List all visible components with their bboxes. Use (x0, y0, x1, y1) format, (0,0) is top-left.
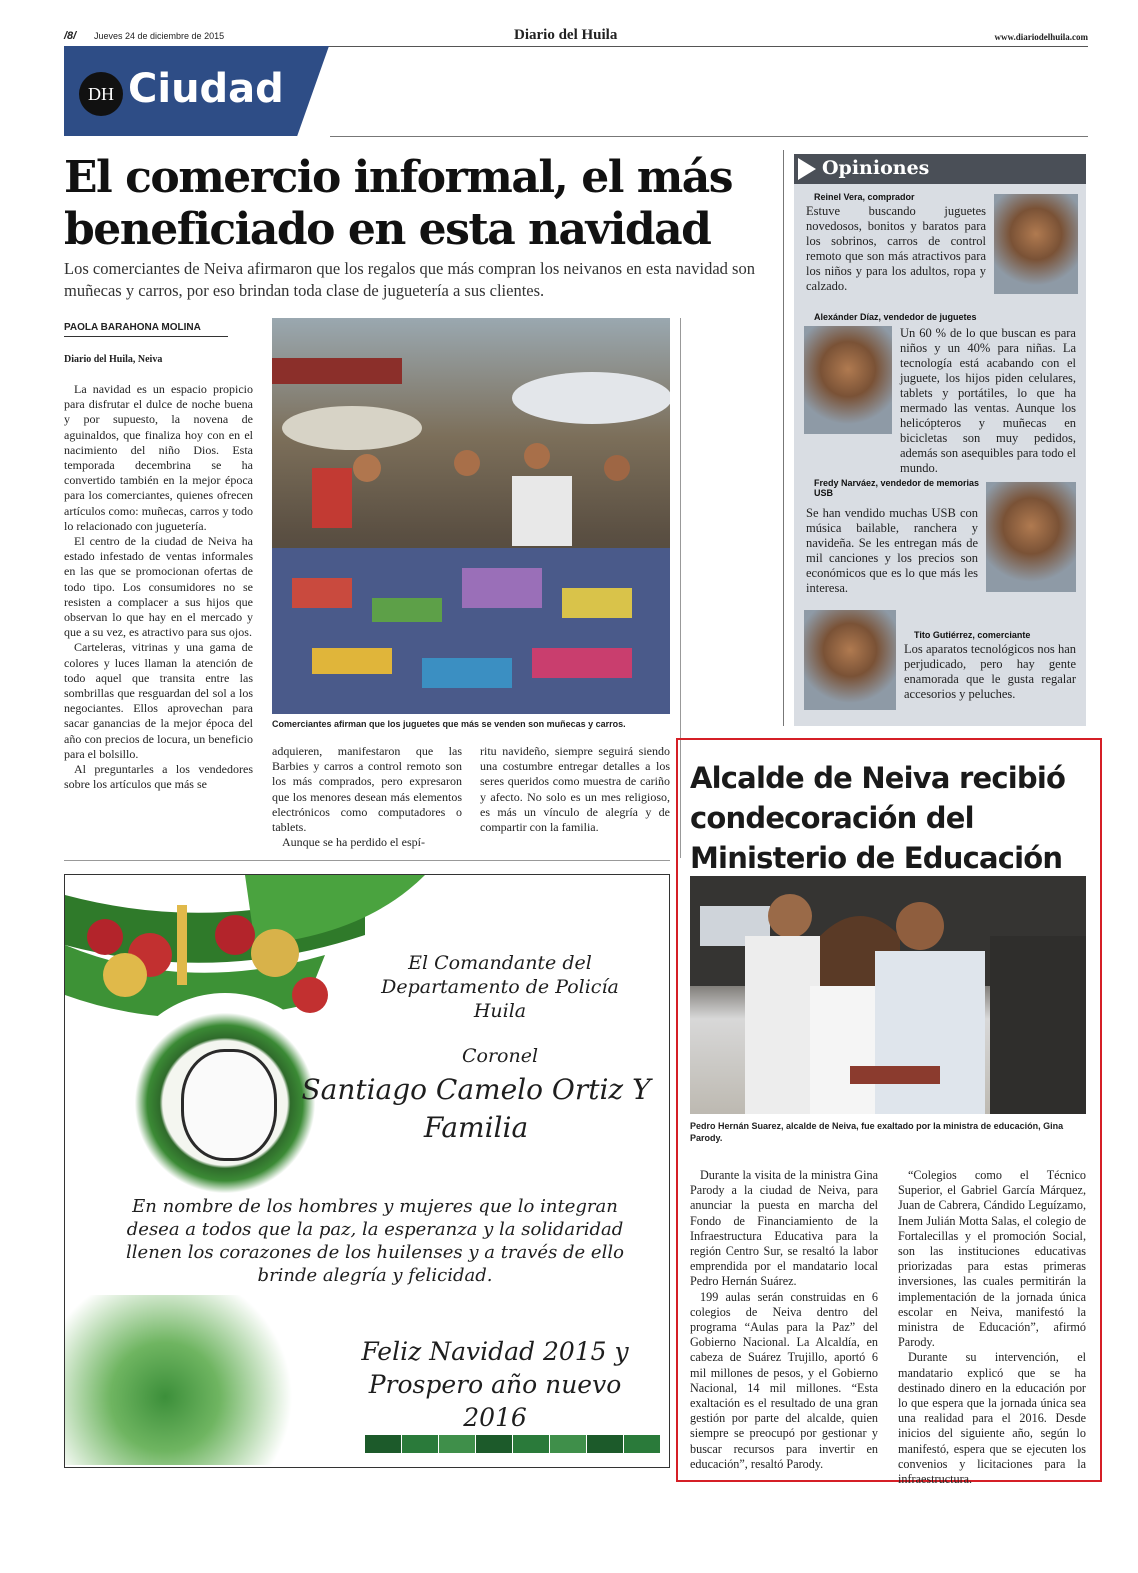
paragraph: La navidad es un espacio propicio para disfrutar el dulce de noche buena y por supuesto, la novena de aguinaldos, que finaliza hoy con en el nacimiento del niño Dios. Esta temporada decembrina se ha convertido también en la mejor época para los comerciantes, quienes ofrecen artículos como: muñecas, carros y todo lo relacionado con juguetería. (64, 382, 253, 533)
bar-segment (513, 1435, 549, 1453)
opinions-header (794, 154, 1086, 184)
opinion-name: Reinel Vera, comprador (814, 192, 915, 202)
gift-boxes-image (65, 1295, 315, 1465)
bar-segment (624, 1435, 660, 1453)
section-divider (330, 136, 1088, 137)
issue-date: Jueves 24 de diciembre de 2015 (94, 31, 225, 41)
opinion-name: Alexánder Díaz, vendedor de juguetes (814, 312, 977, 322)
newspaper-url[interactable]: www.diariodelhuila.com (994, 32, 1088, 42)
byline: PAOLA BARAHONA MOLINA (64, 322, 228, 337)
photo-caption: Comerciantes afirman que los juguetes que más se venden son muñecas y carros. (272, 719, 626, 729)
coat-of-arms-icon (181, 1049, 277, 1161)
market-photo (272, 318, 670, 714)
main-dek: Los comerciantes de Neiva afirmaron que los regalos que más compran los neivanos en esta navidad son muñecas y carros, por eso brindan toda clase de juguetería a sus clientes. (64, 259, 755, 300)
section-title: Ciudad (128, 66, 284, 112)
opinion-text: Se han vendido muchas USB con música bailable, ranchera y navideña. Se les entregan más de mil canciones y los precios son económicos que es lo que más les interesa. (806, 506, 978, 595)
placeline: Diario del Huila, Neiva (64, 354, 163, 365)
dh-logo-icon: DH (79, 72, 123, 116)
arrow-icon (798, 158, 816, 180)
bar-segment (587, 1435, 623, 1453)
reinel-vera-photo (994, 194, 1078, 294)
main-headline: El comercio informal, el más beneficiado en esta navidad (64, 152, 733, 255)
main-article-col3 (480, 744, 670, 835)
paragraph: El centro de la ciudad de Neiva ha estado infestado de ventas informales en las que se promocionan ofertas de todo tipo. Los consumidores no se resisten a complacer a sus hijos que observan lo que hay en el mercado y que a su vez, es atractivo para sus ojos. (64, 534, 253, 640)
second-article-col2 (898, 1168, 1086, 1487)
opinion-text: Un 60 % de lo que buscan es para niños y un 40% para niñas. La tecnología está acabando con el juguete, los hijos piden celulares, tablets y portátiles, lo que ha mermado las ventas. Aunque los helicópteros y muñecas en bicicletas son muy pedidos, además son asequibles para todo el mundo. (900, 326, 1076, 475)
fredy-narvaez-photo (986, 482, 1076, 592)
paragraph: Durante su intervención, el mandatario explicó que se ha destinado dinero en la educación por lo que espera que la jornada única sea una realidad para el 2016. Desde inicios del siguiente año, según lo manifestó, espera que se ejecuten los convenios y licitaciones para la infraestructura. (898, 1350, 1086, 1487)
opinion-name: Tito Gutiérrez, comerciante (914, 630, 1031, 640)
paragraph: adquieren, manifestaron que las Barbies y carros a control remoto son los más comprados, pero expresaron que los menores desean más elementos electrónicos como computadores o tablets. (272, 744, 462, 835)
page-number: /8/ (64, 30, 77, 42)
bar-segment (365, 1435, 401, 1453)
opinion-text: Estuve buscando juguetes novedosos, bonitos y baratos para los sobrinos, carros de control remoto que son más atractivos para los niños y para los adultos, ropa y calzado. (806, 204, 986, 293)
bar-segment (550, 1435, 586, 1453)
bar-segment (476, 1435, 512, 1453)
main-article-col2 (272, 744, 462, 850)
paragraph: Al preguntarles a los vendedores sobre los artículos que más se (64, 762, 253, 792)
paragraph: Durante la visita de la ministra Gina Parody a la ciudad de Neiva, para anunciar la puesta en marcha del Fondo de Financiamiento de la Infraestructura Educativa para la región Centro Sur, se resaltó la labor emprendida por el mandatario local Pedro Hernán Suárez. (690, 1168, 878, 1289)
main-article-col1 (64, 382, 253, 792)
police-christmas-ad (64, 874, 670, 1468)
alexander-diaz-photo (804, 326, 892, 434)
opinions-title: Opiniones (822, 157, 930, 179)
award-ceremony-image (690, 876, 1086, 1114)
tito-gutierrez-photo (804, 610, 896, 710)
market-scene-image (272, 318, 670, 714)
paragraph: Carteleras, vitrinas y una gama de colores y luces llaman la atención de todo aquel que transita entre las sombrillas que resguardan del sol a los negociantes. Ellos aprovechan para sacar ganancias de la mejor época del año con precios de locura, un beneficio para el bolsillo. (64, 640, 253, 761)
ad-message: En nombre de los hombres y mujeres que lo integran desea a todos que la paz, la esperanza y la solidaridad llenen los corazones de los huilenses y a través de ello brinde alegría y felicidad. (126, 1196, 624, 1286)
sidebar-rule (783, 150, 784, 726)
paragraph: 199 aulas serán construidas en 6 colegios de Neiva dentro del programa “Aulas para la Paz” del Gobierno Nacional. La Alcaldía, en cabeza de Suárez Trujillo, aportó 6 mil millones de pesos, y el Gobierno Nacional, 14 mil millones. “Esta exaltación es el resultado de una gran gestión por parte del alcalde, quien siempre se preocupó por gestionar y buscar recursos para invertir en educación”, resaltó Parody. (690, 1289, 878, 1471)
ad-commander-line: El Comandante del Departamento de Policía Huila (381, 952, 619, 1022)
page-header (64, 27, 1088, 46)
photo-caption: Pedro Hernán Suarez, alcalde de Neiva, fue exaltado por la ministra de educación, Gina Parody. (690, 1121, 1064, 1143)
bar-segment (439, 1435, 475, 1453)
paragraph: ritu navideño, siempre seguirá siendo una costumbre entregar detalles a los seres queridos como muestra de cariño y afecto. No solo es un mes religioso, es más un vínculo de alegría y de compartir con la familia. (480, 744, 670, 835)
bar-segment (402, 1435, 438, 1453)
second-article-col1 (690, 1168, 878, 1472)
ad-greeting: Feliz Navidad 2015 y Prospero año nuevo 2016 (361, 1337, 629, 1432)
ad-name: Santiago Camelo Ortiz Y Familia (301, 1073, 651, 1144)
paragraph: Aunque se ha perdido el espí- (282, 835, 425, 850)
second-headline: Alcalde de Neiva recibió condecoración del Ministerio de Educación (690, 761, 1066, 875)
ad-color-bar (365, 1435, 661, 1453)
paragraph: “Colegios como el Técnico Superior, el Gabriel García Márquez, Juan de Cabrera, Cándido Leguízamo, Inem Julián Motta Salas, el colegio de Fortalecillas y el promoción Social, son las instituciones educativas priorizadas para estas primeras inversiones, las cuales permitirán la implementación de la jornada única escolar en Neiva, manifestó la ministra de Educación”, afirmó Parody. (898, 1168, 1086, 1350)
newspaper-name: Diario del Huila (514, 27, 618, 43)
award-photo (690, 876, 1086, 1114)
opinion-name: Fredy Narváez, vendedor de memorias USB (814, 478, 980, 498)
article-divider (64, 860, 670, 861)
ad-rank: Coronel (461, 1045, 539, 1067)
opinion-text: Los aparatos tecnológicos nos han perjudicado, pero hay gente enamorada que le gusta regalar accesorios y peluches. (904, 642, 1076, 701)
